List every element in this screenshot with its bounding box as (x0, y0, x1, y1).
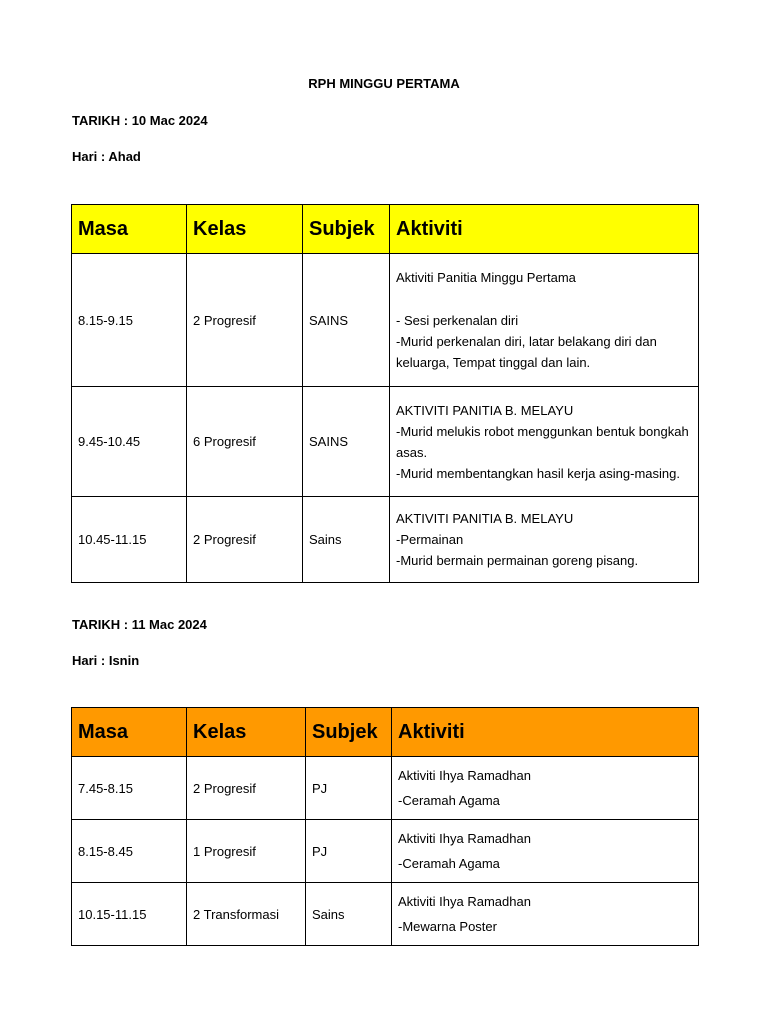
header-aktiviti: Aktiviti (392, 708, 699, 757)
table-row (72, 883, 699, 946)
cell-masa: 10.45-11.15 (72, 497, 187, 583)
aktiviti-line: -Ceramah Agama (398, 856, 500, 871)
aktiviti-line: -Permainan (396, 532, 464, 547)
table-row (72, 820, 699, 883)
header-masa: Masa (72, 708, 187, 757)
date-line-2: TARIKH : 11 Mac 2024 (72, 617, 207, 632)
cell-kelas: 2 Transformasi (187, 883, 306, 946)
cell-kelas: 2 Progresif (187, 497, 303, 583)
cell-subjek: Sains (303, 497, 390, 583)
day-line-1: Hari : Ahad (72, 149, 141, 164)
aktiviti-line: -Ceramah Agama (398, 793, 500, 808)
date-line-1: TARIKH : 10 Mac 2024 (72, 113, 208, 128)
header-masa: Masa (72, 205, 187, 254)
schedule-table-1 (71, 204, 699, 583)
cell-aktiviti (390, 387, 699, 497)
cell-subjek: SAINS (303, 254, 390, 387)
cell-aktiviti (392, 757, 699, 820)
header-aktiviti: Aktiviti (390, 205, 699, 254)
header-subjek: Subjek (303, 205, 390, 254)
aktiviti-line: AKTIVITI PANITIA B. MELAYU (396, 402, 574, 418)
cell-subjek: PJ (306, 820, 392, 883)
day-line-2: Hari : Isnin (72, 653, 140, 668)
table-row (72, 254, 699, 387)
aktiviti-line: Aktiviti Panitia Minggu Pertama (396, 270, 576, 285)
cell-kelas: 6 Progresif (187, 387, 303, 497)
aktiviti-line: Aktiviti Ihya Ramadhan (398, 768, 531, 783)
cell-masa: 9.45-10.45 (72, 387, 187, 497)
table-header-row (72, 708, 699, 757)
header-kelas: Kelas (187, 708, 306, 757)
cell-masa: 7.45-8.15 (72, 757, 187, 820)
aktiviti-line: AKTIVITI PANITIA B. MELAYU (396, 511, 574, 526)
cell-masa: 10.15-11.15 (72, 883, 187, 946)
header-subjek: Subjek (306, 708, 392, 757)
cell-masa: 8.15-8.45 (72, 820, 187, 883)
aktiviti-line: -Murid bermain permainan goreng pisang. (396, 553, 639, 568)
aktiviti-line: - Sesi perkenalan diri (396, 313, 519, 328)
aktiviti-spacer (396, 288, 692, 310)
cell-subjek: Sains (306, 883, 392, 946)
table-row (72, 387, 699, 497)
header-kelas: Kelas (187, 205, 303, 254)
cell-aktiviti (390, 254, 699, 387)
cell-aktiviti (390, 497, 699, 583)
cell-kelas: 2 Progresif (187, 757, 306, 820)
aktiviti-line: -Mewarna Poster (398, 919, 497, 934)
aktiviti-line: Aktiviti Ihya Ramadhan (398, 831, 531, 846)
aktiviti-line: -Murid melukis robot menggunkan bentuk bongkah asas. (396, 423, 689, 460)
aktiviti-line: -Murid membentangkan hasil kerja asing-masing. (396, 465, 680, 481)
cell-kelas: 1 Progresif (187, 820, 306, 883)
table-header-row (72, 205, 699, 254)
table-row (72, 497, 699, 583)
cell-aktiviti (392, 820, 699, 883)
aktiviti-line: Aktiviti Ihya Ramadhan (398, 894, 531, 909)
cell-kelas: 2 Progresif (187, 254, 303, 387)
schedule-table-2 (71, 707, 699, 946)
cell-subjek: SAINS (303, 387, 390, 497)
aktiviti-line: -Murid perkenalan diri, latar belakang diri dan keluarga, Tempat tinggal dan lain. (396, 334, 657, 370)
cell-aktiviti (392, 883, 699, 946)
table-row (72, 757, 699, 820)
document-title: RPH MINGGU PERTAMA (308, 76, 460, 91)
cell-masa: 8.15-9.15 (72, 254, 187, 387)
cell-subjek: PJ (306, 757, 392, 820)
